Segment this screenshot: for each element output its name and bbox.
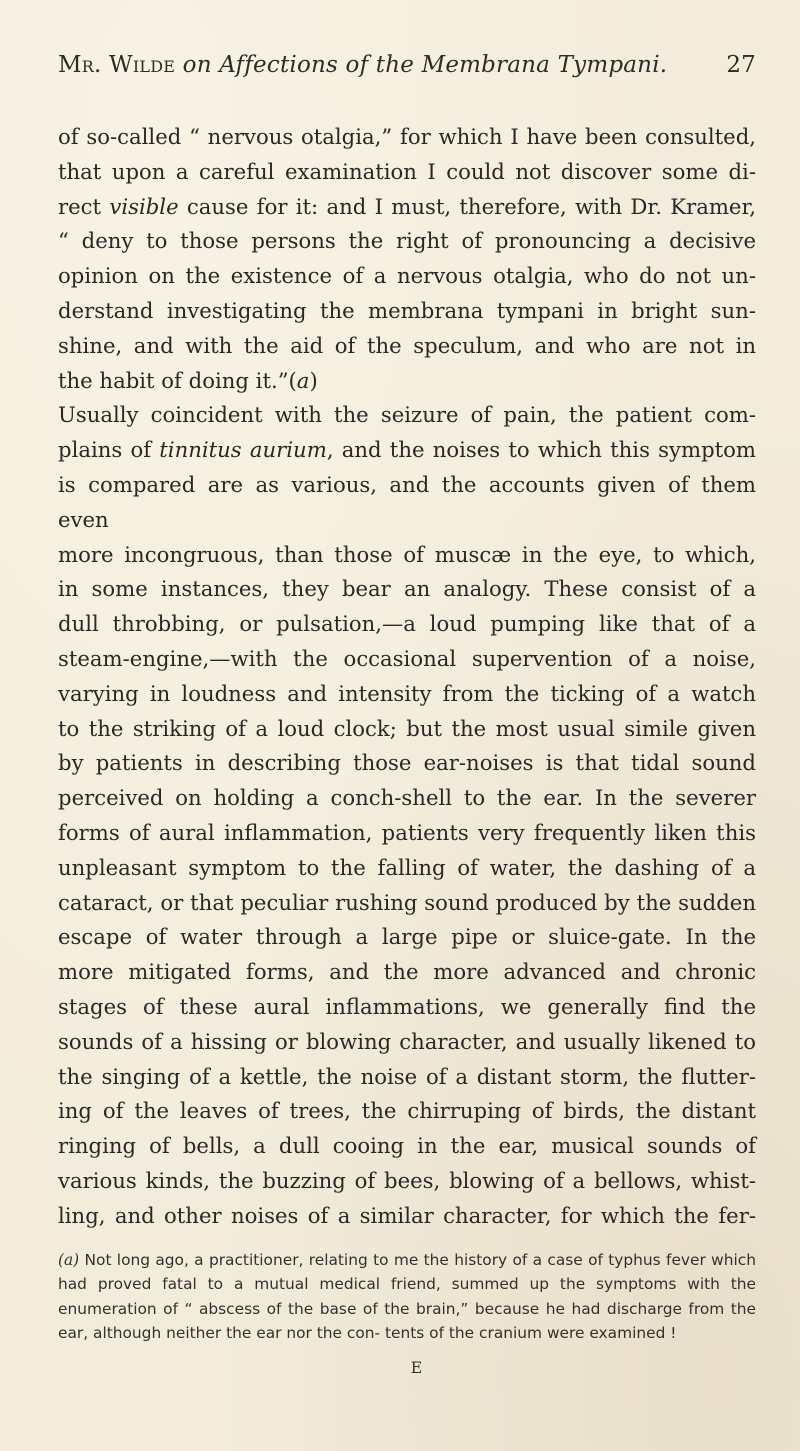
- text-line: derstand investigating the membrana tympani in bright sun-: [58, 297, 756, 323]
- text-line: steam-engine,—with the occasional supervention of a noise,: [58, 645, 756, 671]
- text-line: various kinds, the buzzing of bees, blowing of a bellows, whist-: [58, 1167, 756, 1193]
- running-head: [58, 52, 756, 92]
- text-line: rect visible cause for it: and I must, therefore, with Dr. Kramer,: [58, 193, 756, 219]
- text-line: ringing of bells, a dull cooing in the ear, musical sounds of: [58, 1133, 756, 1159]
- footnote-line: typhus fever which had proved fatal to a mutual medical friend, summed up: [58, 1250, 756, 1294]
- text-line: that upon a careful examination I could not discover some di-: [58, 158, 756, 184]
- running-title: [58, 52, 667, 78]
- text-line: opinion on the existence of a nervous otalgia, who do not un-: [58, 263, 756, 289]
- paragraph-1: [58, 120, 756, 398]
- text-line: varying in loudness and intensity from the ticking of a watch: [58, 680, 756, 706]
- running-head-author: Mr. Wilde: [58, 52, 176, 78]
- footnote-line: tents of the cranium were examined !: [384, 1324, 677, 1343]
- footnote: [58, 1248, 756, 1346]
- text-line: “ deny to those persons the right of pronouncing a decisive: [58, 228, 756, 254]
- footnote-text: [58, 1251, 756, 1343]
- text-line: unpleasant symptom to the falling of water, the dashing of a: [58, 854, 756, 880]
- text-line: is compared are as various, and the accounts given of them even: [58, 471, 756, 532]
- text-line: ling, and other noises of a similar character, for which the fer-: [58, 1202, 756, 1228]
- paragraph-2: [58, 398, 756, 1233]
- text-line: by patients in describing those ear-noises is that tidal sound: [58, 750, 756, 776]
- text-line: ing of the leaves of trees, the chirruping of birds, the distant: [58, 1098, 756, 1124]
- text-line: to the striking of a loud clock; but the most usual simile given: [58, 715, 756, 741]
- footnote-mark: (a): [58, 1250, 80, 1269]
- text-line: escape of water through a large pipe or sluice-gate. In the: [58, 924, 756, 950]
- text-line: in some instances, they bear an analogy. These consist of a: [58, 576, 756, 602]
- text-line: shine, and with the aid of the speculum, and who are not in: [58, 332, 756, 358]
- text-line: dull throbbing, or pulsation,—a loud pumping like that of a: [58, 611, 756, 637]
- text-line: plains of tinnitus aurium, and the noises to which this symptom: [58, 437, 757, 463]
- text-line: Usually coincident with the seizure of pain, the patient com-: [58, 402, 756, 428]
- page-number: 27: [726, 52, 756, 78]
- book-page: [58, 52, 756, 1377]
- footnote-line: because he had discharge from the ear, although neither the ear nor the con-: [58, 1299, 756, 1343]
- text-line: forms of aural inflammation, patients very frequently liken this: [58, 819, 756, 845]
- signature-mark: E: [410, 1357, 424, 1377]
- running-head-title: Affections of the Membrana Tympani.: [219, 52, 668, 78]
- text-line: more mitigated forms, and the more advanced and chronic: [58, 959, 756, 985]
- body-text: [58, 120, 756, 1234]
- text-line: more incongruous, than those of muscæ in the eye, to which,: [58, 541, 756, 567]
- text-line: stages of these aural inflammations, we generally find the: [58, 993, 756, 1019]
- text-line: cataract, or that peculiar rushing sound produced by the sudden: [58, 889, 756, 915]
- text-line: sounds of a hissing or blowing character, and usually likened to: [58, 1028, 756, 1054]
- footnote-line: Not long ago, a practitioner, relating to me the history of a case of: [84, 1250, 609, 1269]
- footnote-line: the symptoms with the enumeration of “ abscess of the base of the brain,”: [58, 1275, 757, 1318]
- text-line: perceived on holding a conch-shell to the ear. In the severer: [58, 785, 756, 811]
- text-line: of so-called “ nervous otalgia,” for which I have been consulted,: [58, 124, 756, 149]
- text-line: the habit of doing it.”(a): [58, 367, 318, 393]
- text-line: the singing of a kettle, the noise of a distant storm, the flutter-: [58, 1063, 756, 1089]
- running-head-prefix: on: [182, 52, 212, 78]
